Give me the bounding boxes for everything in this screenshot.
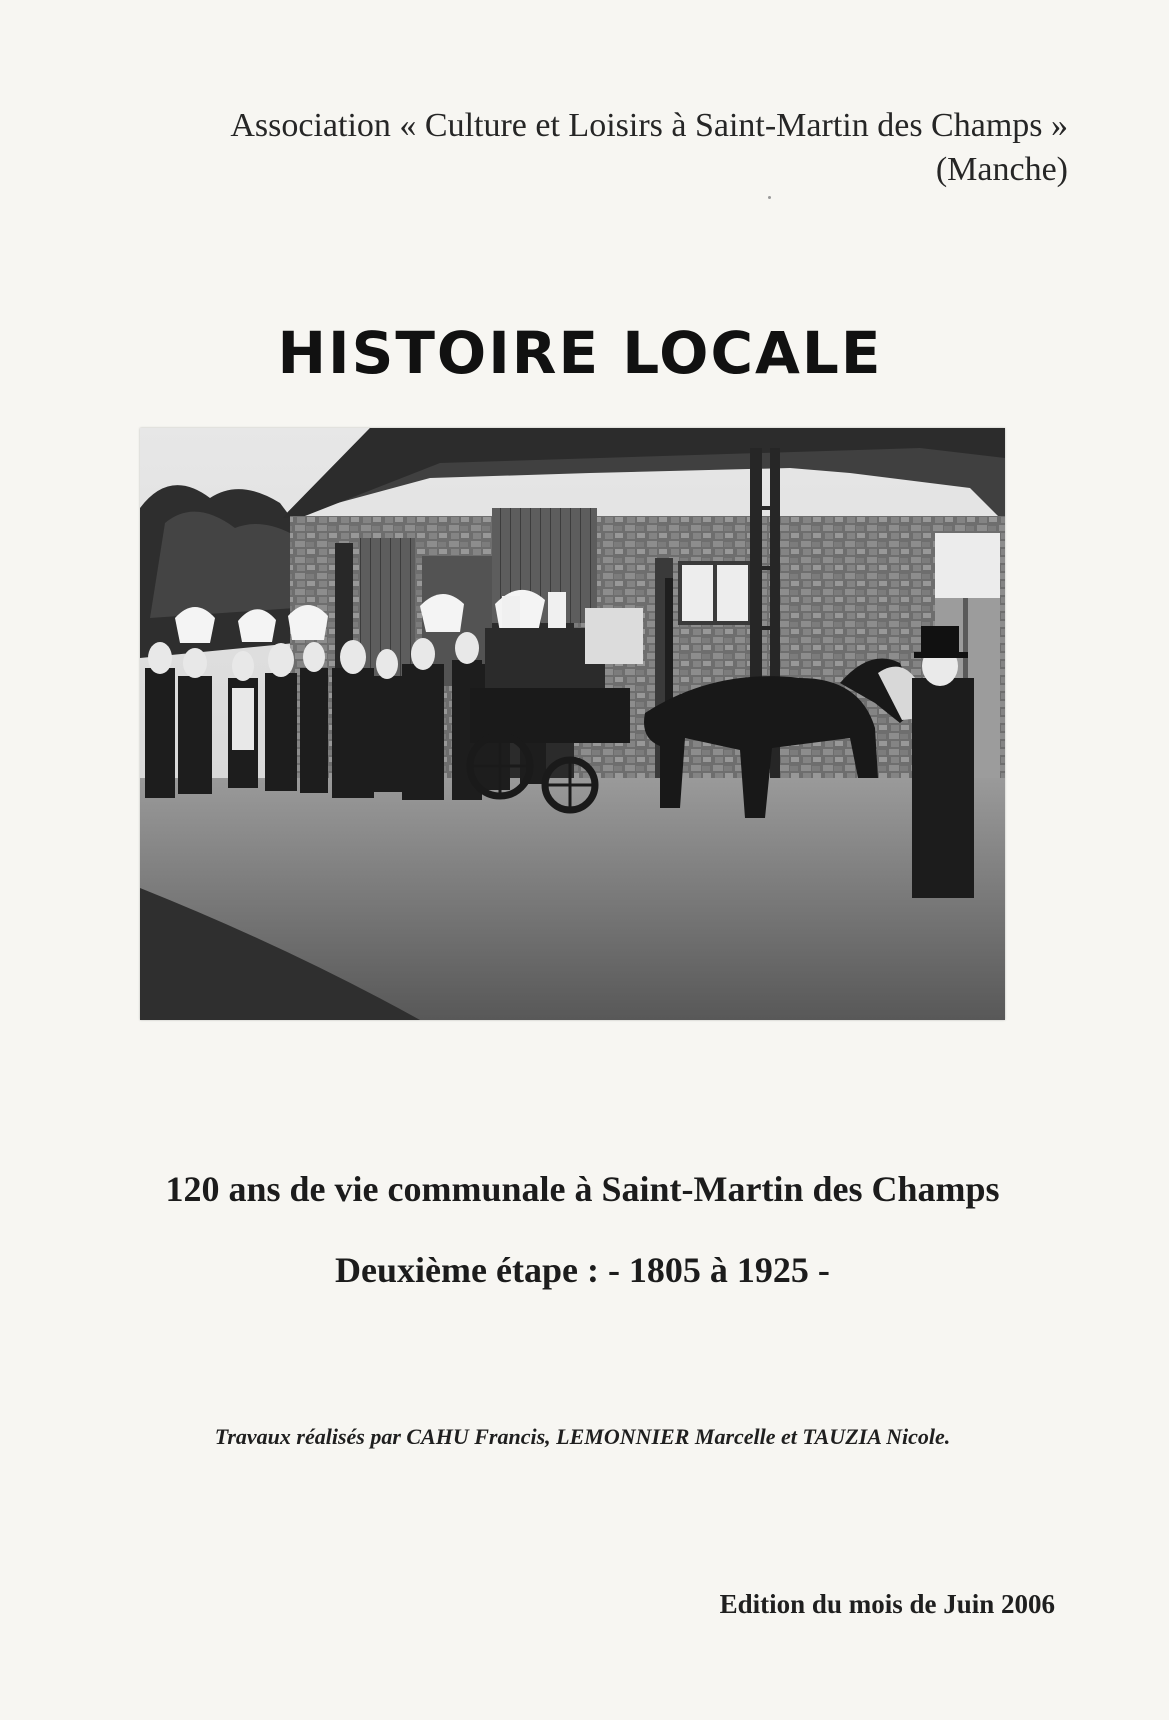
document-title: HISTOIRE LOCALE [277, 319, 883, 387]
association-line: Association « Culture et Loisirs à Saint-Martin des Champs » [230, 107, 1068, 144]
subtitle-date-range: Deuxième étape : - 1805 à 1925 - [335, 1250, 830, 1290]
photo-illustration [140, 428, 1005, 1020]
speck [768, 196, 771, 199]
region-line: (Manche) [935, 151, 1068, 188]
subtitle-main: 120 ans de vie communale à Saint-Martin des Champs [165, 1169, 1000, 1209]
association-header [140, 104, 1068, 192]
authors-credit: Travaux réalisés par CAHU Francis, LEMONNIER Marcelle et TAUZIA Nicole. [214, 1424, 951, 1449]
historical-photo [140, 428, 1005, 1020]
edition-date: Edition du mois de Juin 2006 [719, 1589, 1055, 1619]
